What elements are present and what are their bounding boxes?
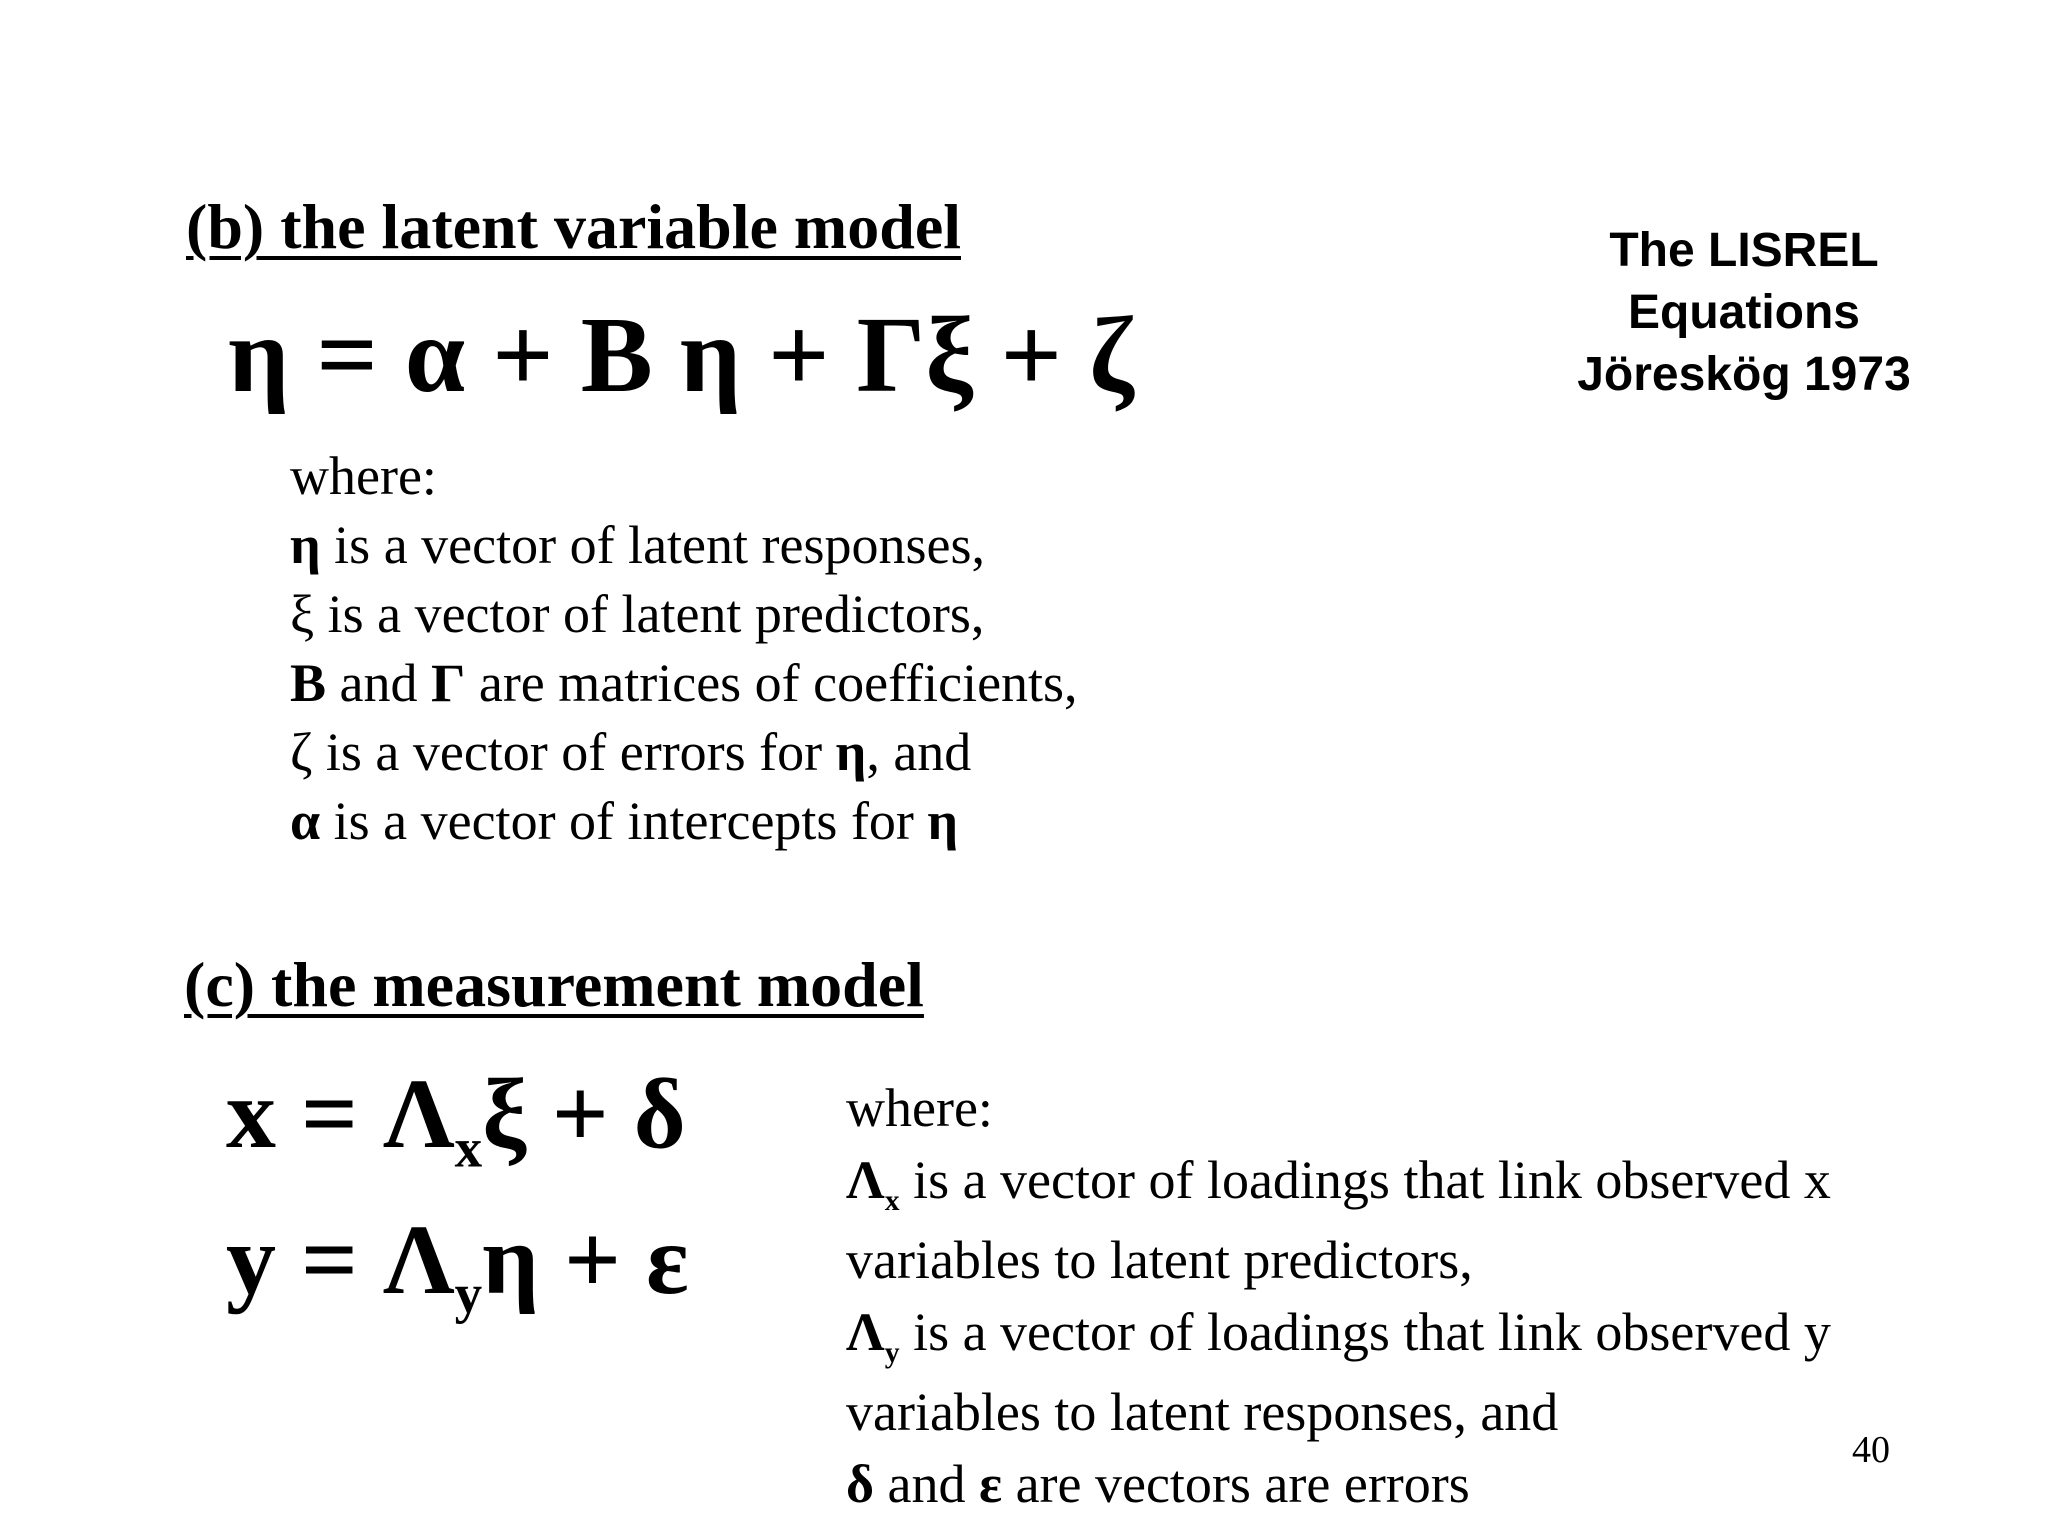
- def-subscript: y: [884, 1336, 900, 1369]
- def-symbol: Λ: [846, 1150, 885, 1210]
- def-symbol: η: [835, 722, 867, 782]
- eq-y-lhs: y = Λ: [226, 1204, 455, 1315]
- measurement-where-label: where:: [846, 1078, 993, 1138]
- def-symbol: Γ: [431, 653, 466, 713]
- latent-where-label: where:: [290, 446, 437, 506]
- def-subscript: x: [884, 1184, 900, 1217]
- def-symbol: δ: [846, 1454, 875, 1514]
- measurement-def-lambda-x: [846, 1142, 1831, 1222]
- page-number: 40: [1852, 1429, 1890, 1471]
- def-symbol: ξ: [290, 584, 315, 644]
- def-text: and: [326, 653, 431, 713]
- eq-x-rhs: ξ + δ: [482, 1058, 686, 1169]
- eq-y-subscript: y: [454, 1263, 483, 1325]
- def-symbol: ε: [979, 1454, 1003, 1514]
- side-title: [1534, 220, 1954, 406]
- measurement-def-errors: [846, 1446, 1831, 1518]
- measurement-def-lambda-y-cont: variables to latent responses, and: [846, 1382, 1559, 1442]
- latent-model-equation: η = α + B η + Γξ + ζ: [228, 296, 1134, 415]
- def-symbol: η: [927, 791, 959, 851]
- latent-model-heading: (b) the latent variable model: [186, 191, 961, 262]
- def-text: is a vector of latent predictors,: [314, 584, 985, 644]
- measurement-model-definitions: [846, 1070, 1831, 1518]
- def-text: is a vector of errors for: [312, 722, 836, 782]
- latent-model-definitions: [290, 442, 1078, 856]
- measurement-def-lambda-x-cont: variables to latent predictors,: [846, 1230, 1473, 1290]
- latent-def-xi: [290, 580, 1078, 649]
- measurement-model-heading: (c) the measurement model: [184, 949, 924, 1020]
- eq-x-lhs: x = Λ: [226, 1058, 455, 1169]
- eq-y-rhs: η + ε: [482, 1204, 689, 1315]
- def-symbol: Λ: [846, 1302, 885, 1362]
- measurement-equation-x: [226, 1058, 686, 1179]
- def-text: , and: [866, 722, 972, 782]
- def-text: is a vector of intercepts for: [320, 791, 928, 851]
- latent-def-b-gamma: [290, 649, 1078, 718]
- side-title-line1: The LISREL: [1609, 224, 1879, 277]
- side-title-line2: Equations: [1627, 286, 1860, 339]
- latent-def-zeta: [290, 718, 1078, 787]
- def-text: is a vector of latent responses,: [320, 515, 985, 575]
- latent-def-eta: [290, 511, 1078, 580]
- def-symbol: ζ: [290, 722, 313, 782]
- def-text: are vectors are errors: [1002, 1454, 1470, 1514]
- measurement-equation-y: [226, 1204, 689, 1325]
- def-symbol: B: [290, 653, 327, 713]
- side-title-line3: Jöreskög 1973: [1577, 348, 1911, 401]
- def-text: and: [874, 1454, 979, 1514]
- measurement-def-lambda-y: [846, 1294, 1831, 1374]
- latent-def-alpha: [290, 787, 1078, 856]
- def-symbol: α: [290, 791, 321, 851]
- def-symbol: η: [290, 515, 321, 575]
- def-text: is a vector of loadings that link observed x: [899, 1150, 1831, 1210]
- def-text: is a vector of loadings that link observed y: [899, 1302, 1831, 1362]
- def-text: are matrices of coefficients,: [465, 653, 1078, 713]
- eq-x-subscript: x: [454, 1117, 483, 1179]
